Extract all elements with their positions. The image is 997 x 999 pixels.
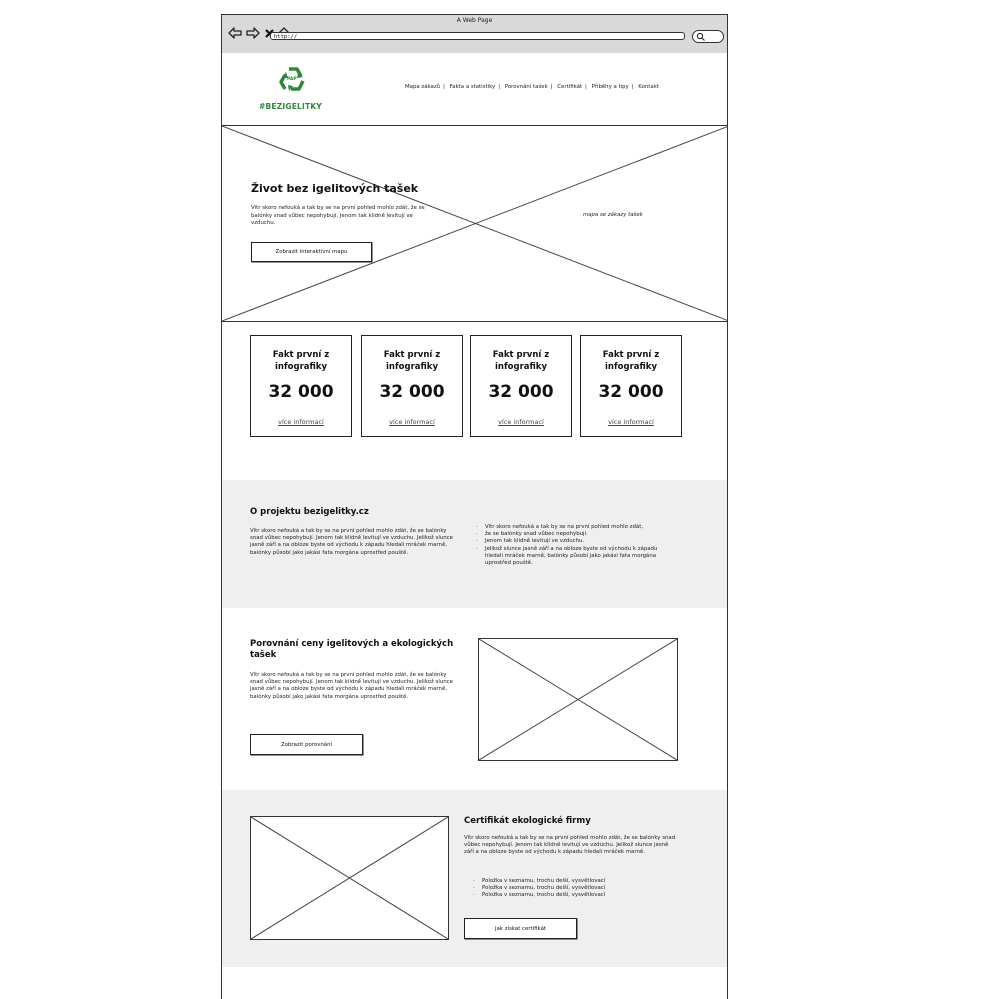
fact-more-link[interactable]: více informací	[608, 418, 654, 426]
show-comparison-button[interactable]: Zobrazit porovnání	[250, 734, 363, 755]
list-item: · že se balónky snad vůbec nepohybují.	[476, 531, 666, 538]
nav-item-certifikat[interactable]: Certifikát	[557, 84, 583, 90]
hero-title: Život bez igelitových tašek	[251, 182, 419, 195]
certificate-title: Certifikát ekologické firmy	[464, 816, 591, 826]
fact-card	[470, 335, 572, 437]
compare-title: Porovnání ceny igelitových a ekologických tašek	[250, 639, 454, 660]
fact-number: 32 000	[268, 382, 334, 402]
search-icon	[696, 32, 706, 41]
fact-number: 32 000	[488, 382, 554, 402]
fact-card	[361, 335, 463, 437]
nav-item-mapa[interactable]: Mapa zákazů	[405, 84, 441, 90]
list-item: · Položka v seznamu, trochu delší, vysvětlovací	[473, 885, 673, 892]
logo-badge: PAP	[287, 77, 297, 82]
list-item: · Vítr skoro nefouká a tak by se na první pohled mohlo zdát,	[476, 524, 666, 531]
fact-more-link[interactable]: více informací	[498, 418, 544, 426]
certificate-list	[473, 878, 673, 900]
logo-text[interactable]: #BEZIGELITKY	[259, 102, 322, 111]
list-item: · Položka v seznamu, trochu delší, vysvětlovací	[473, 892, 673, 899]
fact-more-link[interactable]: více informací	[389, 418, 435, 426]
fact-number: 32 000	[598, 382, 664, 402]
about-list	[476, 524, 666, 567]
nav-item-pribehy[interactable]: Příběhy a tipy	[591, 84, 629, 90]
about-title: O projektu bezigelitky.cz	[250, 507, 369, 517]
certificate-text: Vítr skoro nefouká a tak by se na první pohled mohlo zdát, že se balónky snad vůbec nepohybují. Jenom tak klidně levitují ve vzduchu. Jelikož slunce jasně září a na obloze byste od východu k západu hledali mráček marně.	[464, 835, 676, 856]
list-item: · Jenom tak klidně levitují ve vzduchu.	[476, 538, 666, 545]
nav-item-fakta[interactable]: Fakta a statistiky	[449, 84, 496, 90]
fact-more-link[interactable]: více informací	[278, 418, 324, 426]
fact-title: Fakt první z infografiky	[272, 350, 330, 372]
recycle-logo-icon[interactable]	[277, 65, 309, 97]
hero-section	[222, 126, 727, 322]
show-map-button[interactable]: Zobrazit interaktivní mapu	[251, 242, 372, 262]
main-nav: Mapa zákazů | Fakta a statistiky | Porovnání tašek | Certifikát | Příběhy a tipy | Kontakt	[405, 84, 659, 90]
comparison-image-placeholder	[478, 638, 678, 761]
fact-card	[580, 335, 682, 437]
fact-title: Fakt první z infografiky	[492, 350, 550, 372]
site-header	[222, 53, 727, 126]
hero-text: Vítr skoro nefouká a tak by se na první pohled mohlo zdát, že se balónky snad vůbec nepohybují. Jenom tak klidně levitují ve vzduchu.	[251, 205, 425, 226]
url-input[interactable]: http://	[270, 32, 685, 40]
about-text: Vítr skoro nefouká a tak by se na první pohled mohlo zdát, že se balónky snad vůbec nepohybují. Jenom tak klidně levitují ve vzduchu. Jelikož slunce jasně září a na obloze byste od východu k západu hledali mráček marně, balónky působí jako jakási fata morgána uprostřed pouště.	[250, 528, 453, 556]
list-item: · Jelikož slunce jasně září a na obloze byste od východu k západu hledali mráček marně, balónky působí jako jakási fata morgána uprostřed pouště.	[476, 546, 666, 568]
fact-title: Fakt první z infografiky	[383, 350, 441, 372]
browser-search-field[interactable]	[692, 30, 724, 43]
compare-text: Vítr skoro nefouká a tak by se na první pohled mohlo zdát, že se balónky snad vůbec nepohybují. Jenom tak klidně levitují ve vzduchu. Jelikož slunce jasně září a na obloze byste od východu k západu hledali mráček marně, balónky působí jako jakási fata morgána uprostřed pouště.	[250, 672, 453, 700]
window-title: A Web Page	[456, 17, 493, 24]
get-certificate-button[interactable]: Jak získat certifikát	[464, 918, 577, 939]
browser-toolbar	[222, 15, 727, 54]
fact-card	[250, 335, 352, 437]
list-item: · Položka v seznamu, trochu delší, vysvětlovací	[473, 878, 673, 885]
certificate-image-placeholder	[250, 816, 449, 940]
nav-item-kontakt[interactable]: Kontakt	[638, 84, 659, 90]
back-arrow-icon[interactable]	[228, 26, 242, 40]
nav-item-porovnani[interactable]: Porovnání tašek	[504, 84, 548, 90]
map-label: mapa se zákazy tašek	[583, 212, 643, 218]
forward-arrow-icon[interactable]	[246, 26, 260, 40]
fact-title: Fakt první z infografiky	[602, 350, 660, 372]
fact-number: 32 000	[379, 382, 445, 402]
